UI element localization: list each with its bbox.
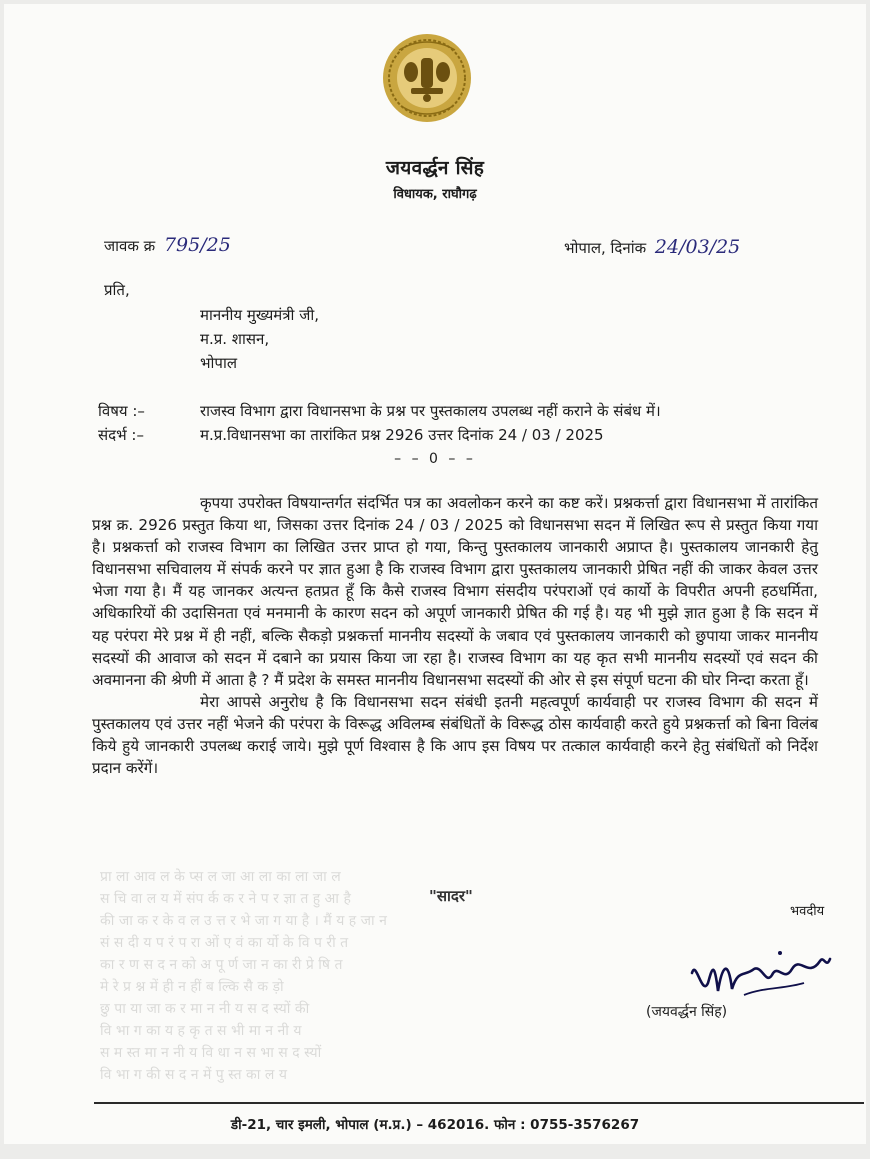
- bleed-through-background: प्रा ला आव ल के प्स ल जा आ ला का ला जा ल स चि वा ल य में संप र्क क र ने प र ज्ञा त हु आ है की जा क र के व ल उ त्त र भे जा ग या है । मैं य ह जा न सं स दी य प रं प रा ओं ए वं का र्यो के वि प री त का र ण स द न को अ पू र्ण जा न का री प्रे षि त मे रे प्र श्न में ही न हीं ब ल्कि सै क ड़ो छु पा या जा क र मा न नी य स द स्यों की वि भा ग का य ह कृ त स भी मा न नी य स म स्त मा न नी य वि धा न स भा स द स्यों वि भा ग की स द न में पु स्त का ल य: [100, 869, 387, 1083]
- letter-body: [92, 492, 818, 779]
- madhya-pradesh-emblem-icon: [381, 32, 473, 124]
- reference-label: जावक क्र: [104, 237, 156, 255]
- recipient-line-2: म.प्र. शासन,: [200, 330, 270, 348]
- stamp-text: "सादर": [429, 887, 473, 905]
- handwritten-signature-icon: [684, 939, 834, 1009]
- recipient-line-1: माननीय मुख्यमंत्री जी,: [200, 306, 319, 324]
- reference-line-text: म.प्र.विधानसभा का तारांकित प्रश्न 2926 उत्तर दिनांक 24 / 03 / 2025: [200, 426, 604, 444]
- dateline-date: 24/03/25: [654, 236, 741, 258]
- closing-salutation: भवदीय: [790, 904, 825, 919]
- letterhead-designation: विधायक, राघौगढ़: [393, 187, 477, 202]
- subject-label: विषय :–: [98, 402, 145, 420]
- subject-text: राजस्व विभाग द्वारा विधानसभा के प्रश्न पर पुस्तकालय उपलब्ध नहीं कराने के संबंध में।: [200, 402, 661, 420]
- outgoing-reference: [104, 234, 231, 256]
- footer-address: डी-21, चार इमली, भोपाल (म.प्र.) – 462016. फोन : 0755-3576267: [230, 1117, 640, 1133]
- recipient-line-3: भोपाल: [200, 354, 238, 372]
- letter-page: [4, 4, 866, 1144]
- dateline-label: भोपाल, दिनांक: [564, 239, 647, 257]
- letterhead-name: जयवर्द्धन सिंह: [385, 157, 485, 179]
- dateline: [564, 236, 740, 258]
- body-paragraph-2: मेरा आपसे अनुरोध है कि विधानसभा सदन संबंधी इतनी महत्वपूर्ण कार्यवाही पर राजस्व विभाग की सदन में पुस्तकालय एवं उत्तर नहीं भेजने की परंपरा के विरूद्ध अविलम्ब संबंधितों के विरूद्ध ठोस कार्यवाही करते हुये प्रश्नकर्त्ता को बिना विलंब किये हुये जानकारी उपलब्ध कराई जाये। मुझे पूर्ण विश्वास है कि आप इस विषय पर तत्काल कार्यवाही करने हेतु संबंधितों को निर्देश प्रदान करेंगें।: [92, 692, 818, 778]
- body-paragraph-1: कृपया उपरोक्त विषयान्तर्गत संदर्भित पत्र का अवलोकन करने का कष्ट करें। प्रश्नकर्त्ता द्वारा विधानसभा में तारांकित प्रश्न क्र. 2926 प्रस्तुत किया था, जिसका उत्तर दिनांक 24 / 03 / 2025 को विधानसभा सदन में लिखित रूप से प्रस्तुत किया गया है। प्रश्नकर्त्ता को राजस्व विभाग का लिखित उत्तर प्राप्त हो गया, किन्तु पुस्तकालय जानकारी अप्राप्त है। पुस्तकालय जानकारी हेतु विधानसभा सचिवालय में संपर्क करने पर ज्ञात हुआ है कि राजस्व विभाग द्वारा पुस्तकालय जानकारी प्रेषित नहीं की जाकर केवल उत्तर भेजा गया है। मैं यह जानकर अत्यन्त हतप्रत हूँ कि कैसे राजस्व विभाग संसदीय परंपराओं एवं कार्यो के विपरीत अपनी हठधर्मिता, अधिकारियों की उदासिनता एवं मनमानी के कारण सदन को अपूर्ण जानकारी प्रेषित की गई है। यह भी मुझे ज्ञात हुआ है कि सदन में यह परंपरा मेरे प्रश्न में ही नहीं, बल्कि सैकड़ो प्रश्नकर्त्ता माननीय सदस्यों के जबाव एवं पुस्तकालय जानकारी को छुपाया जाकर माननीय सदस्यों की आवाज को सदन में दबाने का प्रयास किया जा रहा है। राजस्व विभाग का यह कृत सभी माननीय सदस्यों एवं सदन की अवमानना की श्रेणी में आता है ? मैं प्रदेश के समस्त माननीय विधानसभा सदस्यों की ओर से इस संपूर्ण घटना की घोर निन्दा करता हूँ।: [92, 494, 818, 689]
- footer-rule: [94, 1102, 864, 1104]
- section-separator: – – 0 – –: [394, 451, 476, 467]
- reference-line-label: संदर्भ :–: [98, 426, 144, 444]
- reference-number: 795/25: [163, 234, 231, 256]
- signatory-name: (जयवर्द्धन सिंह): [646, 1004, 728, 1020]
- salutation: प्रति,: [104, 281, 130, 299]
